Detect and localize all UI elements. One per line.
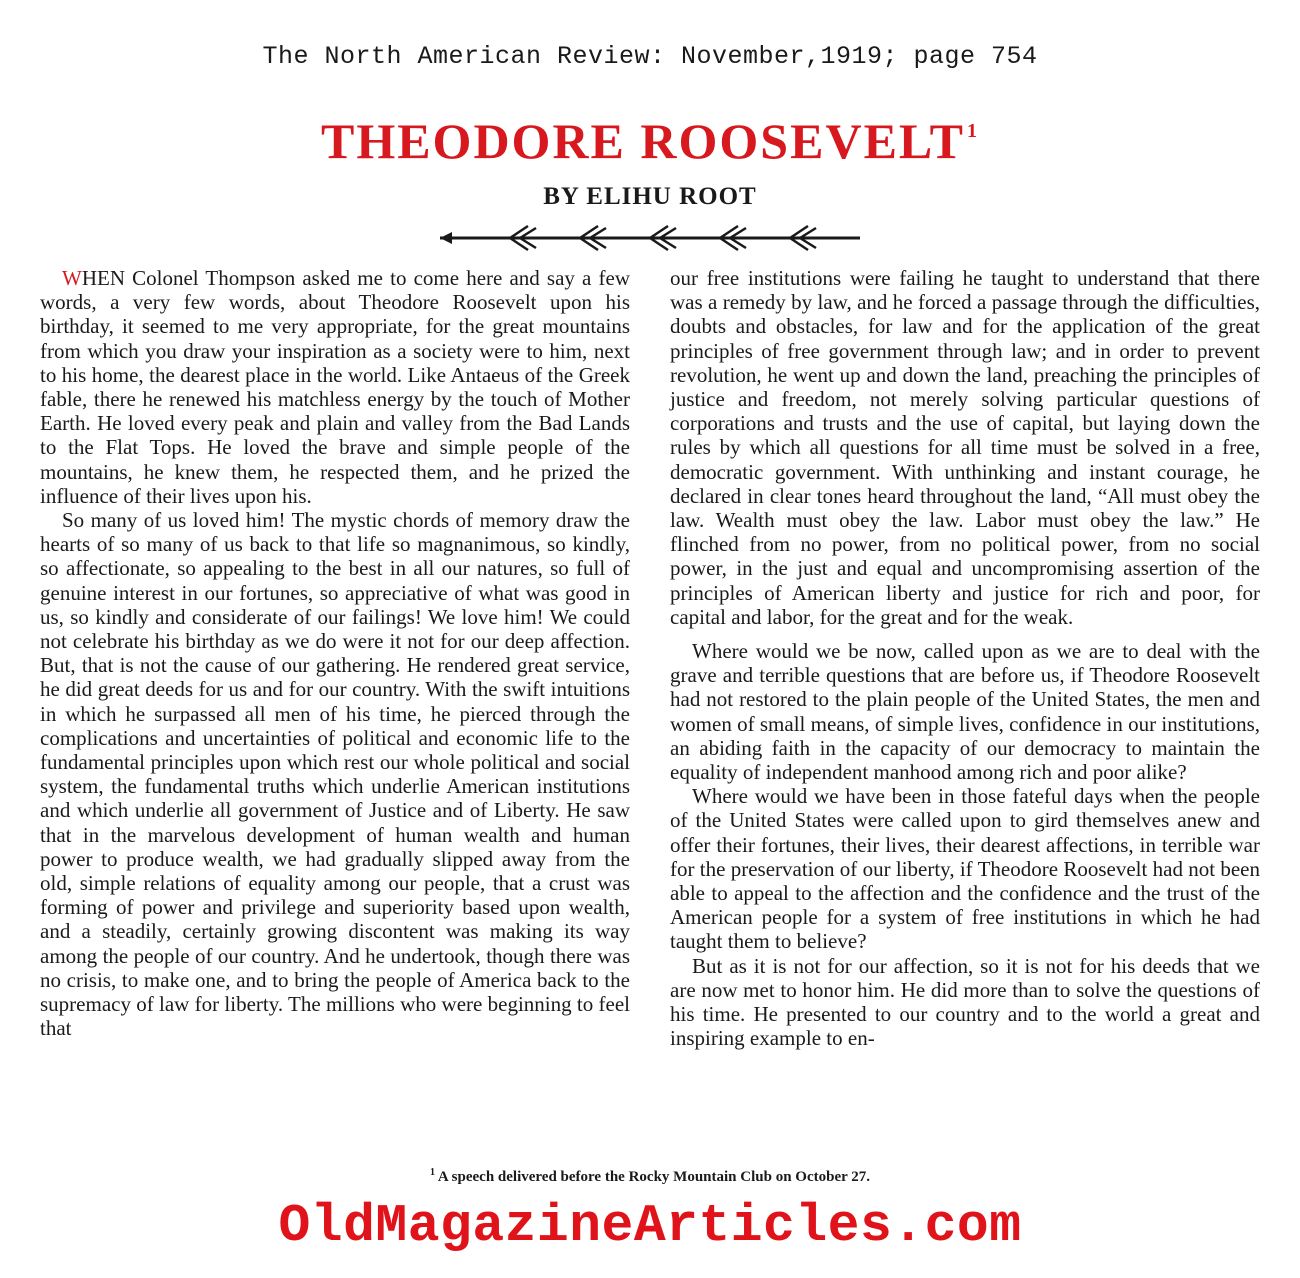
drop-capital: W bbox=[62, 266, 82, 290]
footnote-mark: 1 bbox=[429, 1167, 435, 1178]
article-title-text: THEODORE ROOSEVELT bbox=[320, 113, 966, 169]
left-paragraph-1-text: HEN Colonel Thompson asked me to come here and say a few words, a very few words, about Theodore Roosevelt upon his birthday, it seemed to me very appropriate, for the great mountains from which you draw your inspiration as a society were to him, next to his home, the dearest place in the world. Like Antaeus of the Greek fable, there he renewed his matchless energy by the touch of Mother Earth. He loved every peak and plain and valley from the Bad Lands to the Flat Tops. He loved the brave and simple people of the mountains, he knew them, he respected them, and he prized the influence of their lives upon his. bbox=[40, 266, 630, 508]
right-paragraph-2: Where would we be now, called upon as we are to deal with the grave and terrible questions that are before us, if Theodore Roosevelt had not restored to the plain people of the United States, the men and women of small means, of simple lives, confidence in our institutions, an abiding faith in the capacity of our democracy to maintain the equality of independent manhood among rich and poor alike? bbox=[670, 639, 1260, 785]
publication-citation: The North American Review: November,1919; page 754 bbox=[262, 42, 1038, 71]
left-column bbox=[40, 266, 630, 1041]
right-paragraph-1: our free institutions were failing he taught to understand that there was a remedy by law, and he forced a passage through the difficulties, doubts and obstacles, for law and for the application of the great principles of free government through law; and in order to prevent revolution, he went up and down the land, preaching the principles of justice and freedom, not merely solving particular questions of corporations and trusts and the use of capital, but laying down the rules by which all questions for all time must be solved in a free, democratic government. With unthinking and instant courage, he declared in clear tones heard throughout the land, “All must obey the law. Wealth must obey the law. Labor must obey the law.” He flinched from no power, from no political power, from no social power, in the just and equal and uncompromising assertion of the principles of American liberty and justice for rich and poor, for capital and labor, for the great and for the weak. bbox=[670, 266, 1260, 629]
left-paragraph-1 bbox=[40, 266, 630, 508]
arrow-chain-ornament-icon bbox=[440, 218, 860, 258]
footnote bbox=[0, 1167, 1300, 1186]
title-footnote-mark: 1 bbox=[967, 120, 980, 142]
right-paragraph-3: Where would we have been in those fateful days when the people of the United States were called upon to gird themselves anew and offer their fortunes, their lives, their dearest affections, in terrible war for the preservation of our liberty, if Theodore Roosevelt had not been able to appeal to the affection and the confidence and the trust of the American people for a system of free institutions in which he had taught them to believe? bbox=[670, 784, 1260, 954]
right-paragraph-4: But as it is not for our affection, so it is not for his deeds that we are now met to honor him. He did more than to solve the questions of his time. He presented to our country and to the world a great and inspiring example to en- bbox=[670, 953, 1260, 1051]
footnote-text: A speech delivered before the Rocky Mountain Club on October 27. bbox=[437, 1169, 870, 1185]
right-column bbox=[670, 266, 1260, 1051]
site-watermark: OldMagazineArticles.com bbox=[278, 1196, 1022, 1256]
article-title bbox=[0, 112, 1300, 170]
left-paragraph-2: So many of us loved him! The mystic chords of memory draw the hearts of so many of us back to that life so magnanimous, so kindly, so affectionate, so appealing to the best in all our natures, so full of genuine interest in our fortunes, so appreciative of what was good in us, so kindly and considerate of our failings! We love him! We could not celebrate his birthday as we do were it not for our deep affection. But, that is not the cause of our gathering. He rendered great service, he did great deeds for us and for our country. With the swift intuitions in which he surpassed all men of his time, he pierced through the complications and uncertainties of political and economic life to the fundamental principles upon which rest our whole political and social system, the fundamental truths which underlie American institutions and which underlie all government of Justice and of Liberty. He saw that in the marvelous development of human wealth and human power to produce wealth, we had gradually slipped away from the old, simple relations of equality among our people, that a crust was forming of power and privilege and superiority based upon wealth, and a steadily, certainly growing discontent was making its way among the people of our country. And he undertook, though there was no crisis, to make one, and to bring the people of America back to the supremacy of law for liberty. The millions who were beginning to feel that bbox=[40, 508, 630, 1041]
article-byline: BY ELIHU ROOT bbox=[543, 183, 757, 210]
